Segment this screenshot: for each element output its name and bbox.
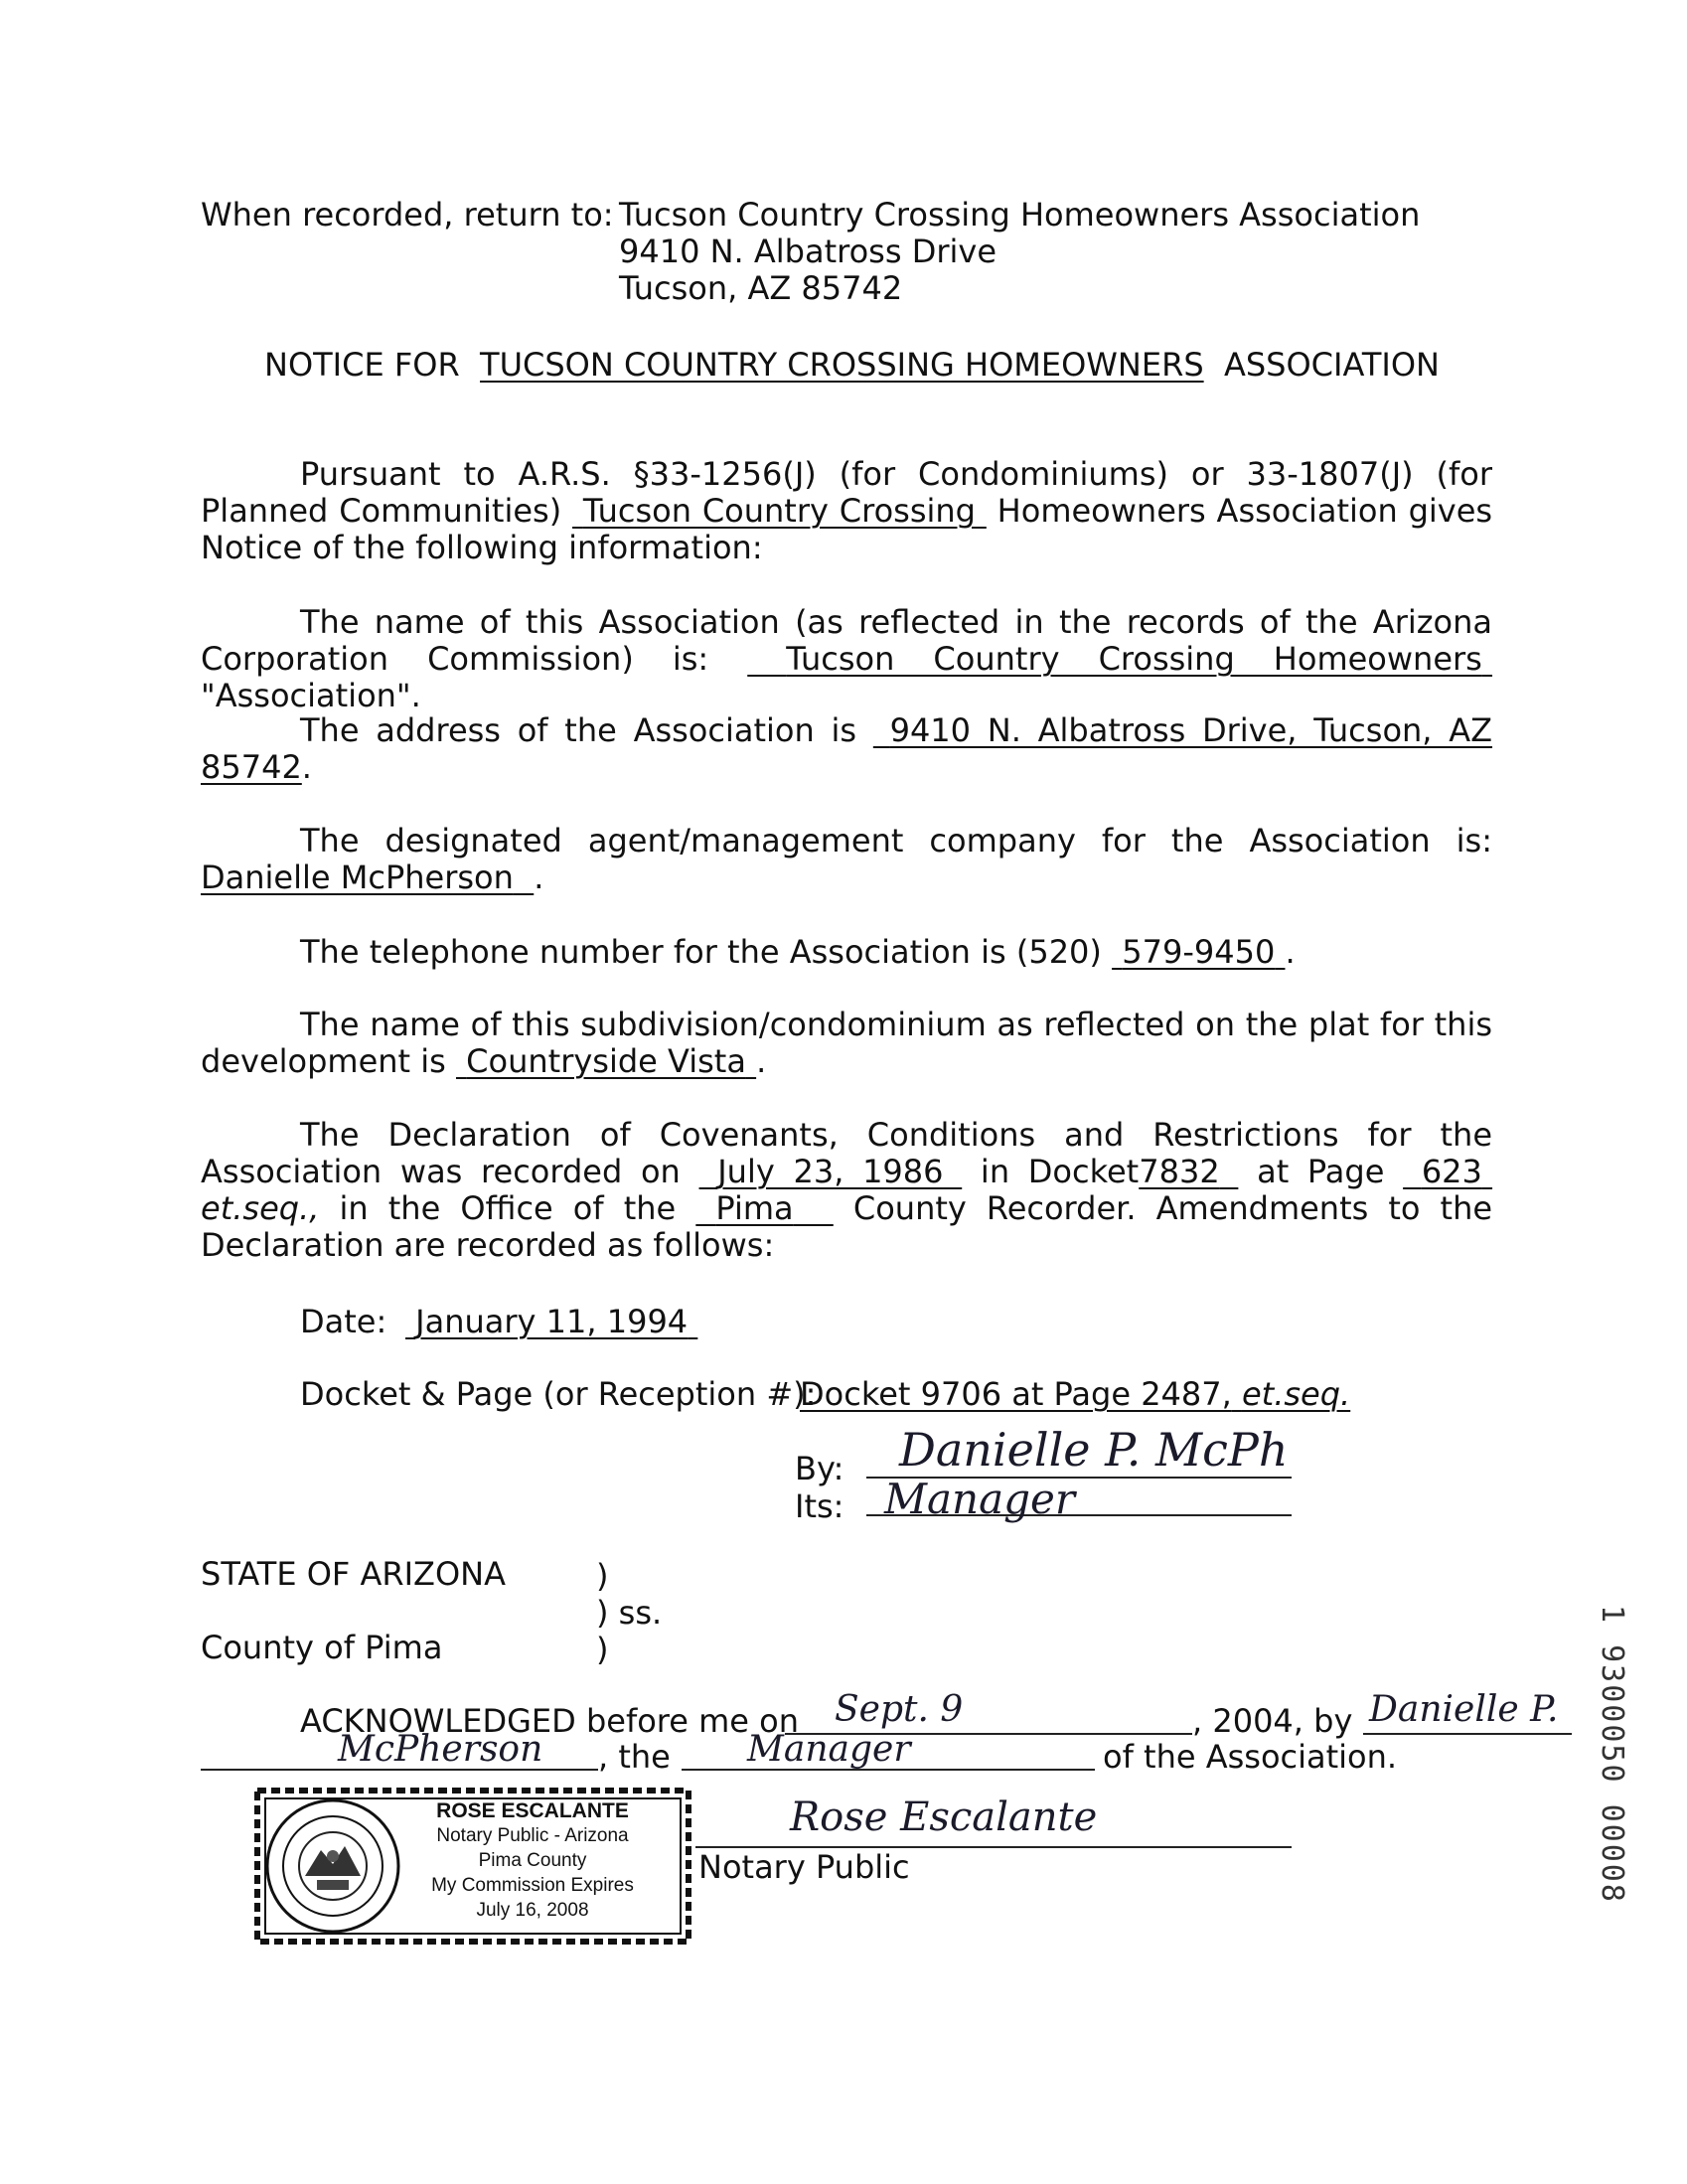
- p7-etseq: et.seq.,: [201, 1189, 320, 1227]
- p7-text-2: in Docket: [980, 1153, 1140, 1190]
- p2-association-name: Tucson Country Crossing Homeowners: [786, 640, 1482, 678]
- p5-text-after: .: [1285, 933, 1296, 971]
- venue-county: County of Pima: [201, 1629, 443, 1666]
- amendment-docket-label: Docket & Page (or Reception #):: [300, 1375, 817, 1413]
- ack-text-2: , 2004, by: [1192, 1702, 1353, 1740]
- p3-text: The address of the Association is: [300, 711, 857, 749]
- p5-phone: 579-9450: [1122, 933, 1276, 971]
- notary-label: Notary Public: [698, 1848, 910, 1886]
- stamp-text: [403, 1798, 662, 1923]
- paragraph-telephone: [201, 934, 1492, 971]
- its-signature: Manager: [884, 1475, 1075, 1523]
- paragraph-subdivision: [201, 1007, 1492, 1080]
- venue-ss: ) ss.: [596, 1594, 663, 1632]
- p3-address: 9410 N. Albatross Drive, Tucson, AZ 85742: [201, 711, 1493, 786]
- paragraph-association-name: [201, 604, 1492, 714]
- ack-date: Sept. 9: [835, 1689, 964, 1730]
- amendment-docket-value: Docket 9706 at Page 2487, et.seq.: [800, 1375, 1351, 1413]
- stamp-line-1: Notary Public - Arizona: [436, 1825, 629, 1846]
- return-city: Tucson, AZ 85742: [619, 269, 903, 307]
- ack-by-name-a: Danielle P.: [1369, 1689, 1559, 1730]
- stamp-name: ROSE ESCALANTE: [436, 1799, 629, 1822]
- p7-county: Pima: [715, 1189, 794, 1227]
- p4-text: The designated agent/management company for the Association is:: [300, 822, 1492, 859]
- paragraph-pursuant: [201, 456, 1492, 566]
- p7-recorded-date: July 23, 1986: [717, 1153, 944, 1190]
- return-label: When recorded, return to:: [201, 196, 614, 234]
- p7-text-6: County Recorder. Amendments to the Declaration are recorded as follows:: [201, 1189, 1493, 1264]
- p1-text: Pursuant to A.R.S. §33-1256(J) (for Condominiums) or 33-1807(J) (for Planned Communities): [201, 455, 1492, 530]
- venue-paren-3: ): [596, 1631, 609, 1668]
- p2-text: The name of this Association (as reflected in the records of the Arizona Corporation Commission) is:: [201, 603, 1492, 678]
- p7-page: 623: [1421, 1153, 1482, 1190]
- p4-agent: Danielle McPherson: [201, 858, 514, 896]
- document-title: [264, 346, 1440, 384]
- p7-text-5: in the Office of the: [339, 1189, 677, 1227]
- stamp-line-4: July 16, 2008: [476, 1900, 589, 1921]
- stamp-line-2: Pima County: [478, 1850, 587, 1871]
- stamp-line-3: My Commission Expires: [431, 1875, 634, 1896]
- p5-text: The telephone number for the Association is (520): [300, 933, 1102, 971]
- venue-paren-1: ): [596, 1557, 609, 1595]
- ack-by-name-b: McPherson: [338, 1729, 543, 1770]
- side-recording-number: 1 9300050 00008: [1595, 1605, 1629, 1904]
- p7-docket: 7832: [1139, 1153, 1220, 1190]
- ack-text-1: ACKNOWLEDGED before me on: [300, 1702, 799, 1740]
- amendment-date-label: Date:: [300, 1303, 387, 1340]
- by-label: By:: [795, 1450, 844, 1487]
- ack-text-3: , the: [598, 1738, 671, 1776]
- ack-text-4: of the Association.: [1103, 1738, 1398, 1776]
- venue-state: STATE OF ARIZONA: [201, 1555, 506, 1593]
- p6-subdivision-name: Countryside Vista: [466, 1042, 746, 1080]
- p6-text-after: .: [756, 1042, 767, 1080]
- title-prefix: NOTICE FOR: [264, 346, 460, 384]
- ack-by-line: [1363, 1733, 1572, 1735]
- p7-text-1: The Declaration of Covenants, Conditions and Restrictions for the Association was recorded on: [201, 1116, 1492, 1190]
- return-name: Tucson Country Crossing Homeowners Association: [619, 196, 1421, 234]
- notary-signature: Rose Escalante: [790, 1794, 1098, 1840]
- p1-text-after: Homeowners Association gives Notice of the following information:: [201, 492, 1493, 566]
- its-label: Its:: [795, 1487, 844, 1525]
- p3-text-after: .: [301, 748, 312, 786]
- amendment-date-value: January 11, 1994: [415, 1303, 689, 1340]
- p1-association-name: Tucson Country Crossing: [582, 492, 976, 530]
- title-suffix: ASSOCIATION: [1223, 346, 1440, 384]
- paragraph-address: [201, 712, 1492, 786]
- p7-text-3: at Page: [1257, 1153, 1385, 1190]
- p4-text-after: .: [534, 858, 544, 896]
- state-seal-icon: [267, 1800, 398, 1932]
- by-signature: Danielle P. McPh: [899, 1423, 1289, 1477]
- ack-role: Manager: [747, 1729, 911, 1770]
- paragraph-declaration: [201, 1117, 1492, 1264]
- p2-text-after: "Association".: [201, 677, 421, 714]
- return-street: 9410 N. Albatross Drive: [619, 233, 997, 270]
- title-association-name: TUCSON COUNTRY CROSSING HOMEOWNERS: [480, 346, 1204, 384]
- p6-text: The name of this subdivision/condominium as reflected on the plat for this development is: [201, 1006, 1492, 1080]
- paragraph-agent: [201, 823, 1492, 896]
